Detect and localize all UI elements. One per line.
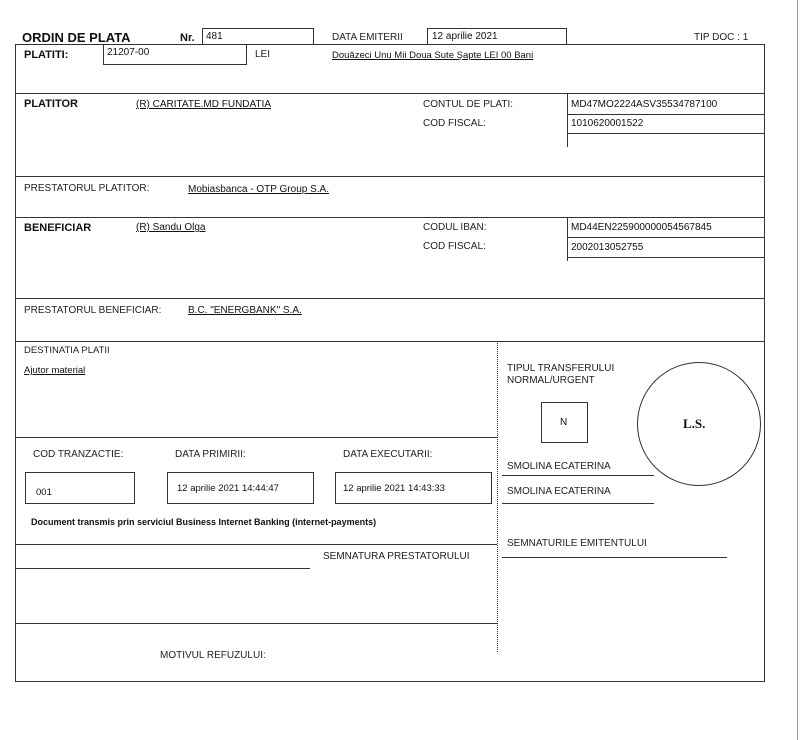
data-executarii-label: DATA EXECUTARII: [343, 449, 433, 460]
cod-tranzactie-value: 001 [36, 487, 52, 498]
beneficiar-field-divider [567, 217, 568, 261]
nr-label: Nr. [180, 32, 195, 44]
amount-field[interactable] [103, 44, 247, 65]
platitor-name: (R) CARITATE.MD FUNDATIA [136, 99, 271, 110]
cod-tranzactie-label: COD TRANZACTIE: [33, 449, 124, 460]
tip-doc: TIP DOC : 1 [694, 32, 749, 43]
frame-bottom [15, 681, 765, 682]
frame-right [764, 44, 765, 681]
beneficiar-label: BENEFICIAR [24, 222, 92, 234]
date-issued-label: DATA EMITERII [332, 32, 403, 43]
tranzactie-top-rule [15, 437, 497, 438]
beneficiar-name: (R) Sandu Olga [136, 222, 206, 233]
iban-value: MD44EN225900000054567845 [571, 222, 712, 233]
beneficiar-fiscal-underline [567, 257, 764, 258]
destinatia-label: DESTINATIA PLATII [24, 345, 110, 356]
data-primirii-label: DATA PRIMIRII: [175, 449, 246, 460]
cod-tranzactie-field[interactable] [25, 472, 135, 504]
signature-line-2 [15, 568, 310, 569]
platitor-fiscal-label: COD FISCAL: [423, 118, 486, 129]
transfer-type-label-2: NORMAL/URGENT [507, 375, 595, 386]
platitor-label: PLATITOR [24, 98, 78, 110]
currency: LEI [255, 49, 271, 60]
motivul-refuzului: MOTIVUL REFUZULUI: [160, 650, 266, 661]
signature-line-3 [310, 544, 497, 545]
data-executarii-field[interactable] [335, 472, 492, 504]
motivul-top-rule [15, 623, 497, 624]
transfer-type-value: N [560, 417, 568, 428]
transfer-type-label-1: TIPUL TRANSFERULUI [507, 363, 615, 374]
platitor-fiscal-value: 1010620001522 [571, 118, 644, 129]
page-edge [797, 0, 798, 740]
destinatia-value: Ajutor material [24, 365, 86, 376]
date-issued-field[interactable] [427, 28, 567, 45]
platitor-field-divider [567, 93, 568, 147]
date-issued-value: 12 aprilie 2021 [432, 31, 498, 42]
transfer-type-box[interactable] [541, 402, 588, 443]
beneficiar-rule [15, 298, 765, 299]
account-value: MD47MO2224ASV35534787100 [571, 99, 718, 110]
beneficiar-fiscal-value: 2002013052755 [571, 242, 644, 253]
frame-left [15, 44, 16, 681]
amount-value: 21207-00 [107, 47, 150, 58]
beneficiar-fiscal-label: COD FISCAL: [423, 241, 486, 252]
prestator-platitor-label: PRESTATORUL PLATITOR: [24, 183, 150, 194]
semnaturile-emitentului: SEMNATURILE EMITENTULUI [507, 538, 647, 549]
nr-field[interactable] [202, 28, 314, 45]
signer-2-line [502, 503, 654, 504]
stamp-label: L.S. [683, 416, 706, 431]
transmission-note: Document transmis prin serviciul Business Internet Banking (internet-payments) [31, 517, 377, 527]
semnatura-prestatorului: SEMNATURA PRESTATORULUI [323, 551, 470, 562]
iban-label: CODUL IBAN: [423, 222, 487, 233]
signer-1: SMOLINA ECATERINA [507, 461, 611, 472]
data-primirii-value: 12 aprilie 2021 14:44:47 [177, 483, 279, 494]
signer-1-line [502, 475, 654, 476]
prestator-platitor-rule [15, 217, 765, 218]
data-executarii-value: 12 aprilie 2021 14:43:33 [343, 483, 445, 494]
prestator-beneficiar-label: PRESTATORUL BENEFICIAR: [24, 305, 162, 316]
signature-line-1 [15, 544, 310, 545]
prestator-beneficiar-rule [15, 341, 765, 342]
platiti-rule [15, 93, 765, 94]
account-underline [567, 114, 764, 115]
platiti-label: PLATITI: [24, 49, 69, 61]
section-divider [497, 341, 498, 652]
account-label: CONTUL DE PLATI: [423, 99, 514, 110]
platitor-rule [15, 176, 765, 177]
amount-in-words: Douăzeci Unu Mii Doua Sute Şapte LEI 00 Bani [332, 50, 534, 61]
signer-2: SMOLINA ECATERINA [507, 486, 611, 497]
document-title: ORDIN DE PLATA [22, 30, 131, 45]
fiscal-underline [567, 133, 764, 134]
prestator-platitor-value: Mobiasbanca - OTP Group S.A. [188, 184, 329, 195]
emitent-signature-line [502, 557, 727, 558]
nr-value: 481 [206, 31, 223, 42]
iban-underline [567, 237, 764, 238]
prestator-beneficiar-value: B.C. "ENERGBANK" S.A. [188, 305, 302, 316]
data-primirii-field[interactable] [167, 472, 314, 504]
